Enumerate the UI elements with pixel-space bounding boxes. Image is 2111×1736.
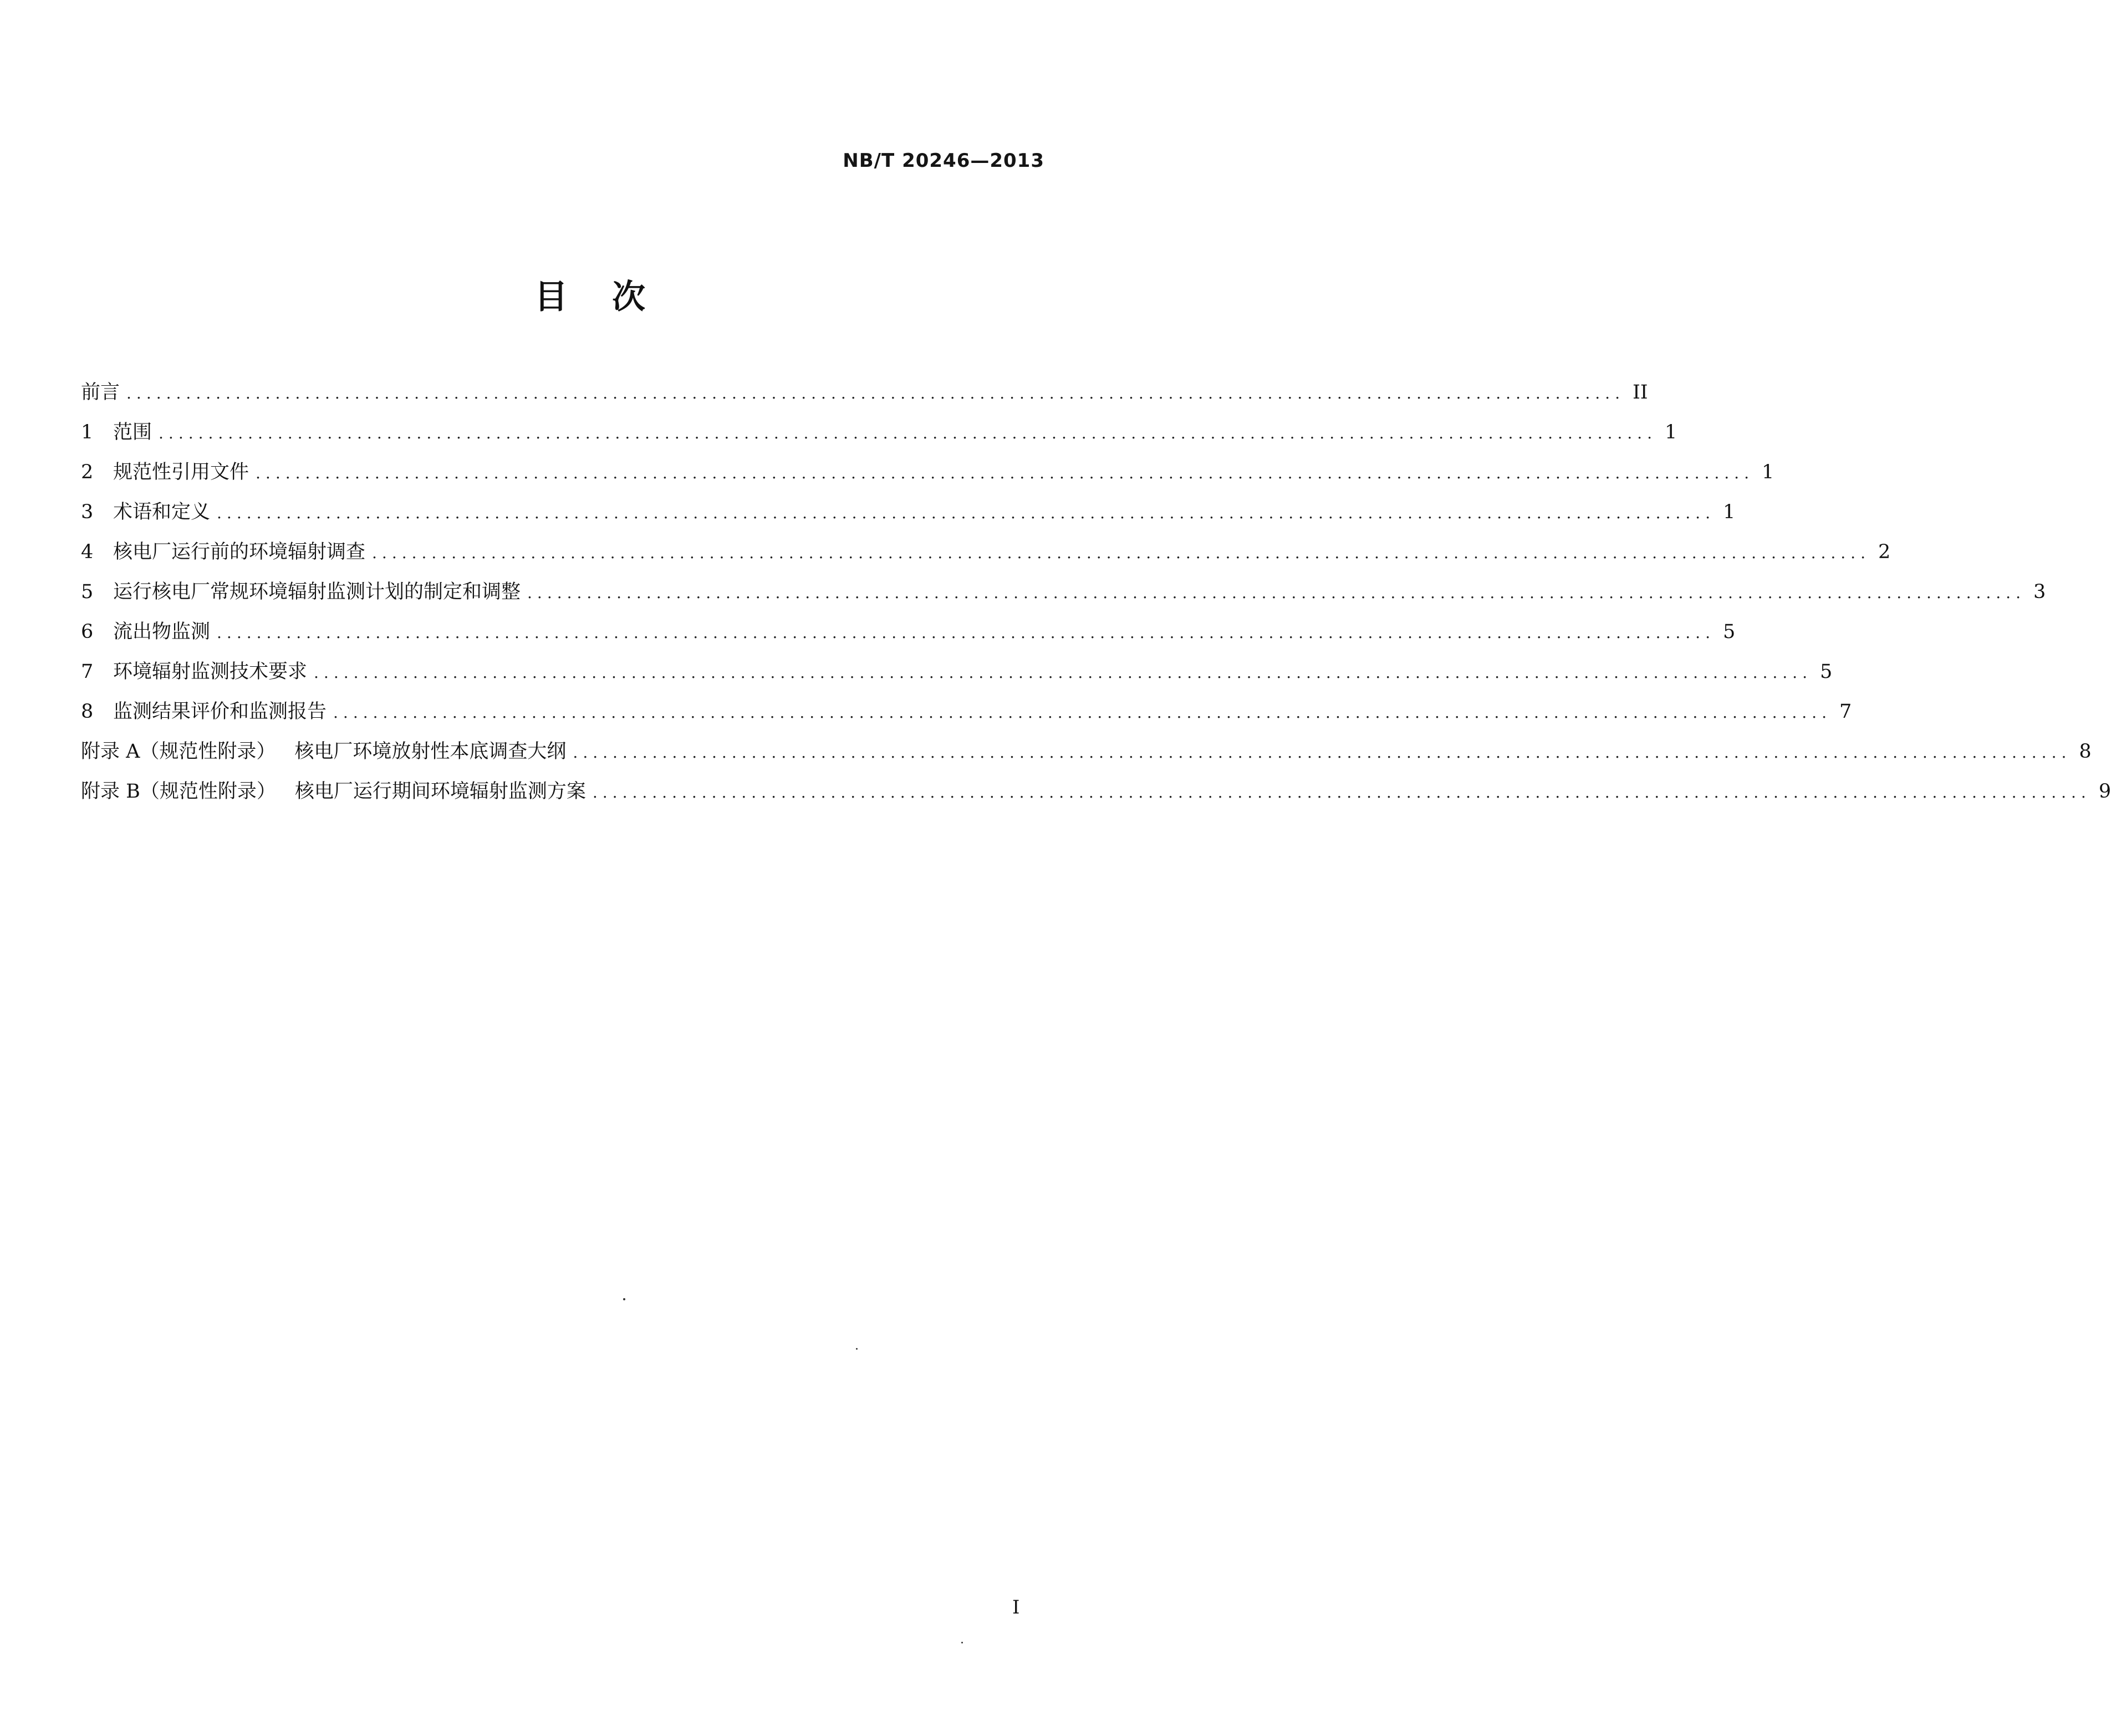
toc-entry-8[interactable] <box>81 692 1852 732</box>
toc-entry-page: 1 <box>1722 501 1736 523</box>
dot-leader: ....................................................................................................................................................... <box>126 384 1625 402</box>
toc-entry-4[interactable] <box>81 532 1891 572</box>
toc-entry-label: 流出物监测 <box>113 621 211 643</box>
toc-entry-label: 监测结果评价和监测报告 <box>113 701 327 723</box>
toc-entry-label: 规范性引用文件 <box>113 461 249 483</box>
toc-entry-number: 5 <box>81 581 94 603</box>
toc-entry-number: 4 <box>81 541 94 563</box>
toc-entry-page: II <box>1632 381 1648 404</box>
toc-entry-label: 核电厂运行期间环境辐射监测方案 <box>294 780 586 803</box>
toc-entry-2[interactable] <box>81 452 1775 492</box>
page-title: 目次 <box>534 278 690 316</box>
toc-entry-label: 范围 <box>113 421 152 443</box>
dot-leader: ....................................................................................................................................................... <box>527 584 2026 602</box>
toc-entry-label: 核电厂运行前的环境辐射调查 <box>113 541 366 563</box>
dot-leader: ....................................................................................................................................................... <box>217 504 1715 522</box>
toc-entry-page: 7 <box>1839 701 1852 723</box>
dot-leader: ....................................................................................................................................................... <box>217 624 1715 642</box>
toc-entry-6[interactable] <box>81 612 1736 652</box>
toc-entry-label: 运行核电厂常规环境辐射监测计划的制定和调整 <box>113 581 521 603</box>
toc-entry-appendix-a[interactable] <box>81 732 2092 772</box>
scan-speck <box>856 1348 858 1350</box>
toc-entry-page: 3 <box>2033 581 2046 603</box>
toc-entry-number: 7 <box>81 661 94 683</box>
toc-entry-label: 前言 <box>81 381 120 404</box>
toc-entry-1[interactable] <box>81 412 1677 452</box>
toc-entry-page: 8 <box>2079 741 2092 763</box>
toc-entry-number: 3 <box>81 501 94 523</box>
toc-entry-page: 1 <box>1761 461 1775 483</box>
page-number: I <box>1012 1596 1020 1618</box>
dot-leader: ....................................................................................................................................................... <box>333 703 1832 722</box>
dot-leader: ....................................................................................................................................................... <box>314 663 1812 682</box>
dot-leader: ....................................................................................................................................................... <box>372 544 1870 562</box>
toc-entry-page: 5 <box>1819 661 1833 683</box>
toc-entry-foreword[interactable] <box>81 372 1648 412</box>
appendix-prefix: 附录 B（规范性附录） <box>81 780 276 803</box>
toc-entry-3[interactable] <box>81 492 1736 532</box>
toc-entry-number: 6 <box>81 621 94 643</box>
toc-entry-5[interactable] <box>81 572 2046 612</box>
toc-entry-page: 9 <box>2098 780 2111 803</box>
toc-entry-page: 1 <box>1664 421 1677 443</box>
toc-entry-page: 5 <box>1722 621 1736 643</box>
table-of-contents <box>81 372 2111 811</box>
toc-entry-number: 2 <box>81 461 94 483</box>
toc-entry-page: 2 <box>1878 541 1891 563</box>
toc-entry-label: 核电厂环境放射性本底调查大纲 <box>294 741 567 763</box>
toc-entry-appendix-b[interactable] <box>81 772 2111 811</box>
toc-entry-number: 1 <box>81 421 94 443</box>
dot-leader: ....................................................................................................................................................... <box>256 464 1754 482</box>
document-code: NB/T 20246—2013 <box>843 150 1044 172</box>
dot-leader: ....................................................................................................................................................... <box>159 424 1657 442</box>
scan-speck <box>623 1298 625 1300</box>
toc-entry-7[interactable] <box>81 652 1833 692</box>
dot-leader: ....................................................................................................................................................... <box>573 743 2072 762</box>
toc-entry-label: 术语和定义 <box>113 501 211 523</box>
scan-speck <box>961 1642 963 1643</box>
dot-leader: ....................................................................................................................................................... <box>592 783 2091 801</box>
toc-entry-number: 8 <box>81 701 94 723</box>
appendix-prefix: 附录 A（规范性附录） <box>81 741 276 763</box>
toc-entry-label: 环境辐射监测技术要求 <box>113 661 308 683</box>
